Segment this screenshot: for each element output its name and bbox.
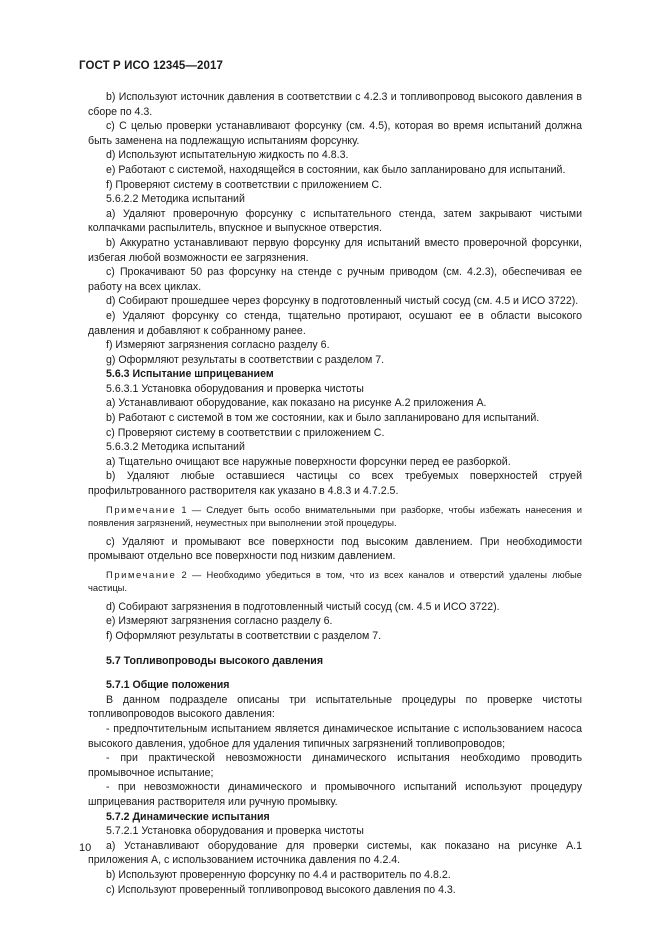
item-c-5631: c) Проверяют систему в соответствии с приложением С. xyxy=(106,426,385,439)
section-heading-57: 5.7 Топливопроводы высокого давления xyxy=(106,654,323,667)
subsection-5631: 5.6.3.1 Установка оборудования и проверка чистоты xyxy=(106,382,364,395)
section-heading-563: 5.6.3 Испытание шприцеванием xyxy=(106,368,274,381)
item-b-5721: b) Используют проверенную форсунку по 4.4 и растворитель по 4.8.2. xyxy=(106,868,451,881)
item-b-5631: b) Работают с системой в том же состоянии, как и было запланировано для испытаний. xyxy=(106,412,540,425)
item-f-5632: f) Оформляют результаты в соответствии с разделом 7. xyxy=(106,630,382,642)
note-1-text: 1 — Следует быть особо внимательными при разборке, чтобы избежать нанесения и появления загрязнений, неуместных при выполнении этой процедуры. xyxy=(88,503,582,528)
note-2-text: 2 — Необходимо убедиться в том, что из всех каналов и отверстий удалены любые частицы. xyxy=(88,568,582,593)
item-a-5632: a) Тщательно очищают все наружные поверхности форсунки перед ее разборкой. xyxy=(106,455,511,468)
paragraph-571: В данном подразделе описаны три испытательные процедуры по проверке чистоты топливопроводов высокого давления: xyxy=(88,693,582,721)
item-b-5622: b) Аккуратно устанавливают первую форсунку для испытаний вместо проверочной форсунки, избегая любой возможности ее загрязнения. xyxy=(88,236,582,264)
note-1 xyxy=(88,503,582,529)
subsection-5622: 5.6.2.2 Методика испытаний xyxy=(106,193,245,206)
note-2 xyxy=(88,568,582,594)
item-e-5622: e) Удаляют форсунку со стенда, тщательно протирают, осушают ее в области высокого давления и добавляют к собранному ранее. xyxy=(88,309,582,337)
item-c-5632: c) Удаляют и промывают все поверхности под высоким давлением. При необходимости промывают отдельно все поверхности под низким давлением. xyxy=(88,535,582,563)
list-item-dash-1: - предпочтительным испытанием является динамическое испытание с использованием насоса высокого давления, удобное для удаления типичных загрязнений топливопроводов; xyxy=(88,722,582,750)
item-a-5721: a) Устанавливают оборудование для проверки системы, как показано на рисунке А.1 приложения А, с использованием источника давления по 4.2.4. xyxy=(88,839,582,867)
item-c-5721: c) Используют проверенный топливопровод высокого давления по 4.3. xyxy=(106,883,456,896)
subsection-5632: 5.6.3.2 Методика испытаний xyxy=(106,441,245,454)
item-e-5632: e) Измеряют загрязнения согласно разделу 6. xyxy=(106,615,333,628)
item-a-5631: a) Устанавливают оборудование, как показано на рисунке А.2 приложения А. xyxy=(106,397,487,410)
item-c-5622: c) Прокачивают 50 раз форсунку на стенде с ручным приводом (см. 4.2.3), обеспечивая ее работу на всех циклах. xyxy=(88,266,582,293)
item-c-5621: c) С целью проверки устанавливают форсунку (см. 4.5), которая во время испытаний должна быть заменена на подлежащую испытаниям форсунку. xyxy=(88,120,582,147)
item-d-5632: d) Собирают загрязнения в подготовленный чистый сосуд (см. 4.5 и ИСО 3722). xyxy=(106,600,500,613)
note-1-label: Примечание xyxy=(106,503,177,515)
item-a-5622: a) Удаляют проверочную форсунку с испытательного стенда, затем закрывают чистыми колпачками распылитель, впускное и выпускное отверстия. xyxy=(88,207,582,235)
note-2-label: Примечание xyxy=(106,568,177,580)
list-item-dash-3: - при невозможности динамического и промывочного испытаний используют процедуру шприцевания растворителя или ручную промывку. xyxy=(88,781,582,808)
item-f-5621: f) Проверяют систему в соответствии с приложением С. xyxy=(106,178,383,191)
list-item-dash-2: - при практической невозможности динамического испытания необходимо проводить промывочное испытание; xyxy=(88,752,582,779)
subsection-5721: 5.7.2.1 Установка оборудования и проверка чистоты xyxy=(106,825,364,838)
item-d-5622: d) Собирают прошедшее через форсунку в подготовленный чистый сосуд (см. 4.5 и ИСО 3722). xyxy=(106,295,579,308)
document-header: ГОСТ Р ИСО 12345—2017 xyxy=(79,60,224,72)
section-heading-572: 5.7.2 Динамические испытания xyxy=(106,810,270,823)
page-number: 10 xyxy=(79,842,92,854)
section-heading-571: 5.7.1 Общие положения xyxy=(106,679,230,692)
item-f-5622: f) Измеряют загрязнения согласно разделу 6. xyxy=(106,339,330,352)
item-d-5621: d) Используют испытательную жидкость по 4.8.3. xyxy=(106,149,349,162)
item-b-5632: b) Удаляют любые оставшиеся частицы со всех требуемых поверхностей струей профильтрованного растворителя как указано в 4.8.3 и 4.7.2.5. xyxy=(88,470,582,498)
item-g-5622: g) Оформляют результаты в соответствии с разделом 7. xyxy=(106,353,385,366)
page-body xyxy=(88,90,582,897)
item-b-5621: b) Используют источник давления в соответствии с 4.2.3 и топливопровод высокого давления в сборе по 4.3. xyxy=(88,91,582,118)
item-e-5621: e) Работают с системой, находящейся в состоянии, как было запланировано для испытаний. xyxy=(106,163,566,176)
